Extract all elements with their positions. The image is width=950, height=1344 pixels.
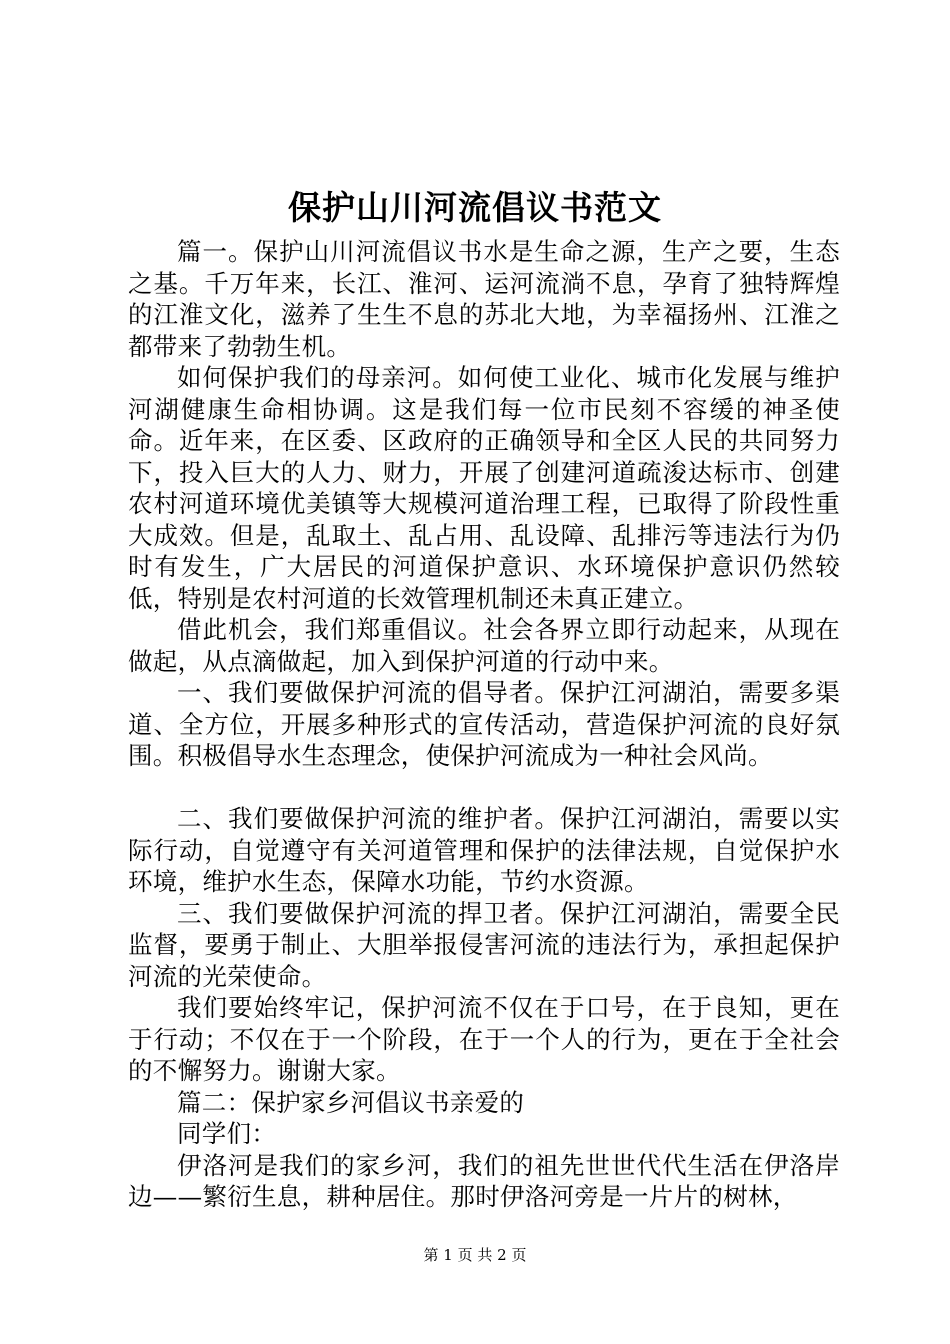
paragraph: 三、我们要做保护河流的捍卫者。保护江河湖泊，需要全民监督，要勇于制止、大胆举报侵害河流的违法行为，承担起保护河流的光荣使命。	[128, 898, 840, 991]
page-title: 保护山川河流倡议书范文	[288, 188, 662, 227]
paragraph: 二、我们要做保护河流的维护者。保护江河湖泊，需要以实际行动，自觉遵守有关河道管理和保护的法律法规，自觉保护水环境，维护水生态，保障水功能，节约水资源。	[128, 804, 840, 896]
paragraph: 篇一。保护山川河流倡议书水是生命之源，生产之要，生态之基。千万年来，长江、淮河、运河流淌不息，孕育了独特辉煌的江淮文化，滋养了生生不息的苏北大地，为幸福扬州、江淮之都带来了勃勃生机。	[128, 237, 840, 361]
document-body	[128, 236, 840, 1213]
page-footer: 第 1 页 共 2 页	[423, 1246, 527, 1264]
paragraph: 一、我们要做保护河流的倡导者。保护江河湖泊，需要多渠道、全方位，开展多种形式的宣传活动，营造保护河流的良好氛围。积极倡导水生态理念，使保护河流成为一种社会风尚。	[128, 678, 840, 770]
paragraph: 篇二：保护家乡河倡议书亲爱的	[177, 1087, 525, 1117]
paragraph: 同学们：	[177, 1119, 277, 1148]
paragraph: 伊洛河是我们的家乡河，我们的祖先世世代代生活在伊洛岸边——繁衍生息，耕种居住。那时伊洛河旁是一片片的树林，	[128, 1150, 840, 1211]
paragraph: 我们要始终牢记，保护河流不仅在于口号，在于良知，更在于行动；不仅在于一个阶段，在于一个人的行为，更在于全社会的不懈努力。谢谢大家。	[128, 993, 840, 1085]
paragraph: 如何保护我们的母亲河。如何使工业化、城市化发展与维护河湖健康生命相协调。这是我们每一位市民刻不容缓的神圣使命。近年来，在区委、区政府的正确领导和全区人民的共同努力下，投入巨大的人力、财力，开展了创建河道疏浚达标市、创建农村河道环境优美镇等大规模河道治理工程，已取得了阶段性重大成效。但是，乱取土、乱占用、乱设障、乱排污等违法行为仍时有发生，广大居民的河道保护意识、水环境保护意识仍然较低，特别是农村河道的长效管理机制还未真正建立。	[128, 363, 840, 613]
paragraph: 借此机会，我们郑重倡议。社会各界立即行动起来，从现在做起，从点滴做起，加入到保护河道的行动中来。	[128, 615, 840, 676]
